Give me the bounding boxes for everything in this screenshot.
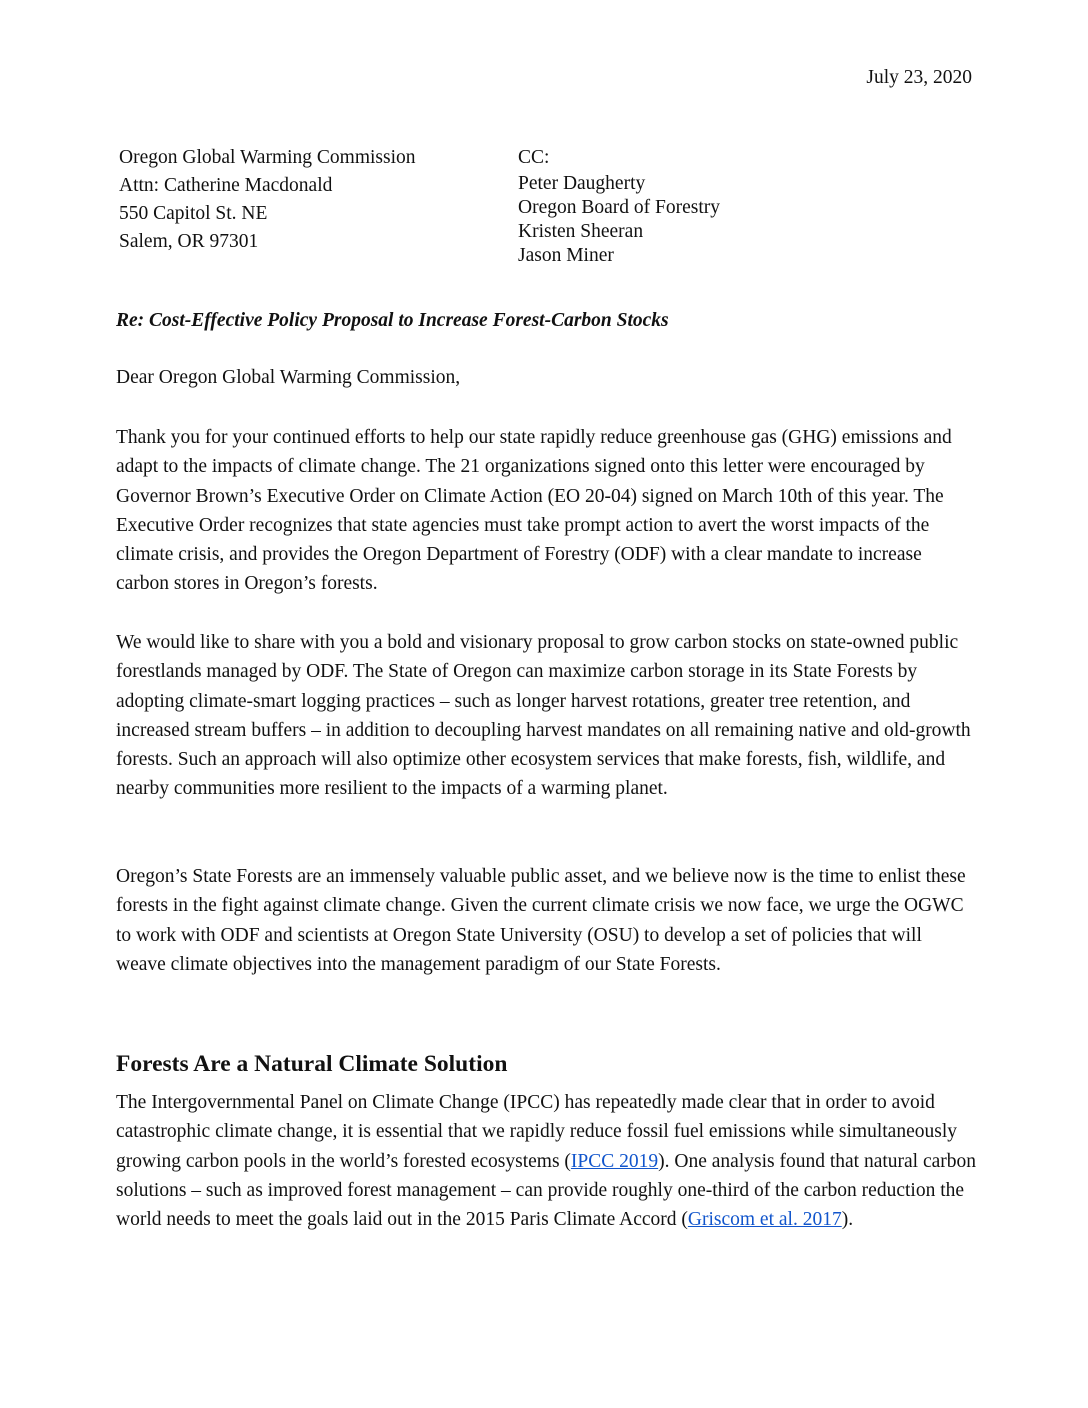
paragraph-text: ). (841, 1209, 854, 1231)
cc-label: CC: (518, 147, 550, 168)
cc-name: Jason Miner (518, 245, 614, 266)
cc-list (518, 144, 720, 268)
ipcc-2019-link[interactable]: IPCC 2019 (570, 1150, 659, 1172)
griscom-2017-link[interactable]: Griscom et al. 2017 (687, 1209, 842, 1231)
cc-name: Kristen Sheeran (518, 221, 644, 242)
recipient-attn: Attn: Catherine Macdonald (119, 175, 333, 196)
subject-line: Re: Cost-Effective Policy Proposal to Increase Forest-Carbon Stocks (116, 310, 669, 331)
section-heading: Forests Are a Natural Climate Solution (116, 1051, 508, 1077)
recipient-city: Salem, OR 97301 (119, 231, 259, 252)
recipient-street: 550 Capitol St. NE (119, 203, 268, 224)
salutation: Dear Oregon Global Warming Commission, (116, 367, 461, 388)
cc-name: Peter Daugherty (518, 173, 646, 194)
cc-name: Oregon Board of Forestry (518, 197, 720, 218)
paragraph-proposal: We would like to share with you a bold and visionary proposal to grow carbon stocks on state-owned public forestlands managed by ODF. The State of Oregon can maximize carbon storage in its State Forests by adopting climate-smart logging practices – such as longer harvest rotations, greater tree retention, and increased stream buffers – in addition to decoupling harvest mandates on all remaining native and old-growth forests. Such an approach will also optimize other ecosystem services that make forests, fish, wildlife, and nearby communities more resilient to the impacts of a warming planet. (116, 632, 971, 800)
recipient-org: Oregon Global Warming Commission (119, 147, 416, 168)
letter-date: July 23, 2020 (866, 67, 972, 88)
recipient-address (119, 144, 416, 256)
paragraph-text: ). One analysis found that natural carbon solutions – such as improved forest management – can provide roughly one-third of the carbon reduction the world needs to meet the goals laid out in the 2015 Paris Climate Accord ( (116, 1150, 977, 1231)
paragraph-text: The Intergovernmental Panel on Climate Change (IPCC) has repeatedly made clear that in order to avoid catastrophic climate change, it is essential that we rapidly reduce fossil fuel emissions while simultaneously growing carbon pools in the world’s forested ecosystems ( (116, 1092, 957, 1172)
paragraph-natural-solution (116, 1088, 976, 1234)
paragraph-state-forests: Oregon’s State Forests are an immensely valuable public asset, and we believe now is the time to enlist these forests in the fight against climate change. Given the current climate crisis we now face, we urge the OGWC to work with ODF and scientists at Oregon State University (OSU) to develop a set of policies that will weave climate objectives into the management paradigm of our State Forests. (116, 866, 966, 975)
paragraph-intro: Thank you for your continued efforts to help our state rapidly reduce greenhouse gas (GHG) emissions and adapt to the impacts of climate change. The 21 organizations signed onto this letter were encouraged by Governor Brown’s Executive Order on Climate Action (EO 20-04) signed on March 10th of this year. The Executive Order recognizes that state agencies must take prompt action to avert the worst impacts of the climate crisis, and provides the Oregon Department of Forestry (ODF) with a clear mandate to increase carbon stores in Oregon’s forests. (116, 427, 952, 595)
